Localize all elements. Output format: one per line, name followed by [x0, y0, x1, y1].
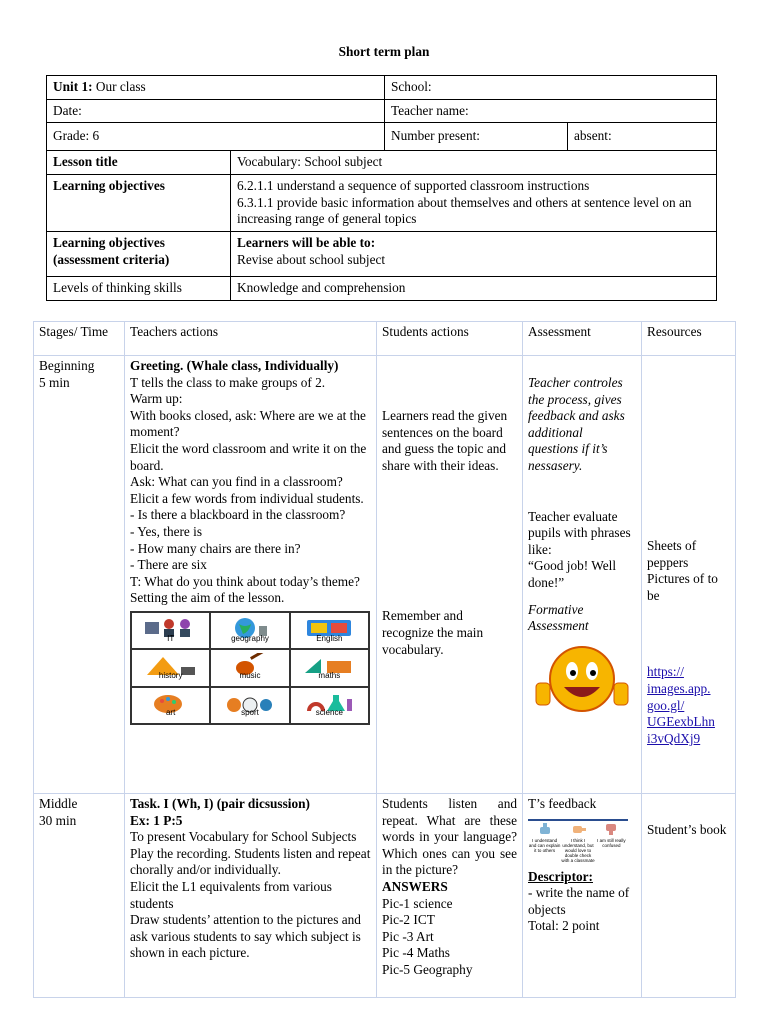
thumb-up-text: I understand and can explain it to others: [528, 837, 561, 853]
thumb-side-text: I think I understand, but would love to double check with a classmate: [561, 837, 595, 863]
thumbs-scale: [528, 819, 628, 865]
teacher-line: - How many chairs are there in?: [130, 540, 301, 556]
assessment-controls: Teacher controles the process, gives feedback and asks additional questions if it’s nessasery.: [528, 375, 625, 473]
middle-teacher-cell: [125, 794, 377, 998]
absent-cell: absent:: [568, 123, 717, 151]
teacher-line: Elicit the word classroom and write it on the board.: [130, 440, 367, 473]
answer-item: Pic-5 Geography: [382, 961, 473, 977]
teacher-line: Elicit the L1 equivalents from various students: [130, 878, 332, 911]
thumbs-sideways-icon: [570, 823, 586, 835]
subject-cell: [290, 649, 369, 686]
teacher-line: - Is there a blackboard in the classroom?: [130, 507, 346, 523]
teacher-line: - Yes, there is: [130, 523, 203, 539]
middle-assessment-cell: [523, 794, 642, 998]
lesson-title-value: Vocabulary: School subject: [231, 151, 717, 175]
middle-resources-cell: [642, 794, 736, 998]
subject-cell: [210, 687, 289, 724]
beginning-stage-cell: [34, 356, 125, 794]
middle-stage-cell: [34, 794, 125, 998]
students-book: Student’s book: [647, 822, 727, 837]
objective-2: 6.3.1.1 provide basic information about themselves and others at sentence level on an increasing range of general topics: [237, 194, 692, 227]
resources-link[interactable]: https:// images.app. goo.gl/ UGEexbLhn i3vQdXj9: [647, 664, 715, 746]
answers-heading: ANSWERS: [382, 878, 448, 894]
teachers-feedback: T’s feedback: [528, 796, 597, 811]
teacher-line: Play the recording. Students listen and repeat chorally and/or individually.: [130, 845, 371, 878]
answer-item: Pic-2 ICT: [382, 912, 435, 928]
subject-cell: [290, 612, 369, 649]
beginning-time: 5 min: [39, 374, 70, 390]
beginning-students-text-2: Remember and recognize the main vocabulary.: [382, 608, 484, 657]
middle-time: 30 min: [39, 812, 77, 828]
header-resources: Resources: [642, 322, 736, 356]
subject-label: English: [316, 633, 343, 643]
unit-value: Our class: [92, 79, 146, 94]
middle-stage: Middle: [39, 796, 78, 811]
teacher-line: With books closed, ask: Where are we at the moment?: [130, 407, 366, 440]
school-cell: School:: [385, 76, 717, 100]
subject-label: art: [165, 708, 176, 718]
answer-item: Pic-1 science: [382, 895, 453, 911]
thumb-up-item: [528, 821, 561, 865]
resources-sheets: Sheets of peppers Pictures of to be: [647, 538, 718, 603]
page-title: Short term plan: [338, 44, 430, 59]
teacher-name-cell: Teacher name:: [385, 99, 717, 123]
header-assessment: Assessment: [523, 322, 642, 356]
beginning-teacher-cell: [125, 356, 377, 794]
header-teachers-actions: Teachers actions: [125, 322, 377, 356]
criteria-cell: [231, 232, 717, 277]
teacher-line: - There are six: [130, 557, 207, 573]
thumb-down-text: I am still really confused: [597, 837, 626, 848]
subject-label: maths: [318, 670, 341, 680]
beginning-students-cell: [377, 356, 523, 794]
unit-cell: [47, 76, 385, 100]
subject-cell: [290, 687, 369, 724]
unit-label: Unit 1:: [53, 79, 93, 94]
answer-item: Pic -4 Maths: [382, 945, 450, 961]
assessment-formative: Formative Assessment: [528, 601, 589, 634]
grade-cell: Grade: 6: [47, 123, 385, 151]
subject-label: music: [239, 670, 261, 680]
criteria-label-cell: [47, 232, 231, 277]
task-exercise: Ex: 1 P:5: [130, 812, 183, 828]
beginning-students-text: Learners read the given sentences on the board and guess the topic and share with their ideas.: [382, 408, 508, 473]
teacher-line: Warm up:: [130, 391, 183, 407]
objectives-label: Learning objectives: [47, 175, 231, 232]
subject-cell: [131, 649, 210, 686]
middle-students-text: Students listen and repeat. What are these words in your language? Which ones can you see in the picture?: [382, 796, 517, 878]
number-present-cell: Number present:: [385, 123, 568, 151]
teacher-line: To present Vocabulary for School Subjects: [130, 829, 357, 845]
task-heading: Task. I (Wh, I) (pair dicsussion): [130, 796, 310, 811]
subject-cell: [210, 612, 289, 649]
thumbs-up-icon: [537, 823, 553, 835]
header-students-actions: Students actions: [377, 322, 523, 356]
subject-label: sport: [241, 708, 259, 718]
descriptor-heading: Descriptor:: [528, 868, 593, 884]
objectives-cell: [231, 175, 717, 232]
middle-students-cell: [377, 794, 523, 998]
thumbs-down-icon: [603, 823, 619, 835]
criteria-label-2: (assessment criteria): [53, 251, 170, 267]
greeting-heading: Greeting. (Whale class, Individually): [130, 358, 339, 373]
beginning-resources-cell: [642, 356, 736, 794]
thinking-value: Knowledge and comprehension: [231, 277, 717, 301]
lesson-title-label: Lesson title: [47, 151, 231, 175]
subject-label: IT: [167, 633, 175, 643]
descriptor-line: - write the name of objects: [528, 885, 630, 917]
answer-item: Pic -3 Art: [382, 928, 434, 944]
date-cell: Date:: [47, 99, 385, 123]
descriptor-total: Total: 2 point: [528, 918, 600, 934]
teacher-line: Ask: What can you find in a classroom? Elicit a few words from individual students.: [130, 474, 364, 506]
assessment-praise: “Good job! Well done!”: [528, 558, 617, 590]
assessment-evaluate: Teacher evaluate pupils with phrases like:: [528, 508, 631, 557]
teacher-line: Draw students’ attention to the pictures and ask various students to say which subject is shown in each picture.: [130, 912, 361, 961]
objective-1: 6.2.1.1 understand a sequence of supported classroom instructions: [237, 178, 590, 194]
thumbs-up-smiley-icon: [532, 639, 632, 721]
teacher-line: Setting the aim of the lesson.: [130, 590, 285, 606]
criteria-value: Revise about school subject: [237, 251, 386, 267]
criteria-heading: Learners will be able to:: [237, 235, 376, 251]
criteria-label-1: Learning objectives: [53, 235, 165, 251]
subject-label: history: [158, 670, 183, 680]
teacher-line: T: What do you think about today’s theme?: [130, 573, 360, 589]
thumb-down-item: [595, 821, 628, 865]
teacher-line: T tells the class to make groups of 2.: [130, 374, 326, 390]
subject-label: geography: [231, 633, 269, 643]
subject-label: science: [315, 708, 343, 718]
header-stages: Stages/ Time: [34, 322, 125, 356]
beginning-assessment-cell: [523, 356, 642, 794]
thumb-side-item: [561, 821, 594, 865]
subject-cell: [131, 687, 210, 724]
school-subjects-picture: [130, 611, 370, 725]
lesson-plan-table: [33, 321, 736, 998]
subject-cell: [131, 612, 210, 649]
thinking-label: Levels of thinking skills: [47, 277, 231, 301]
lesson-header-table: [46, 75, 717, 301]
beginning-stage: Beginning: [39, 358, 95, 373]
subject-cell: [210, 649, 289, 686]
